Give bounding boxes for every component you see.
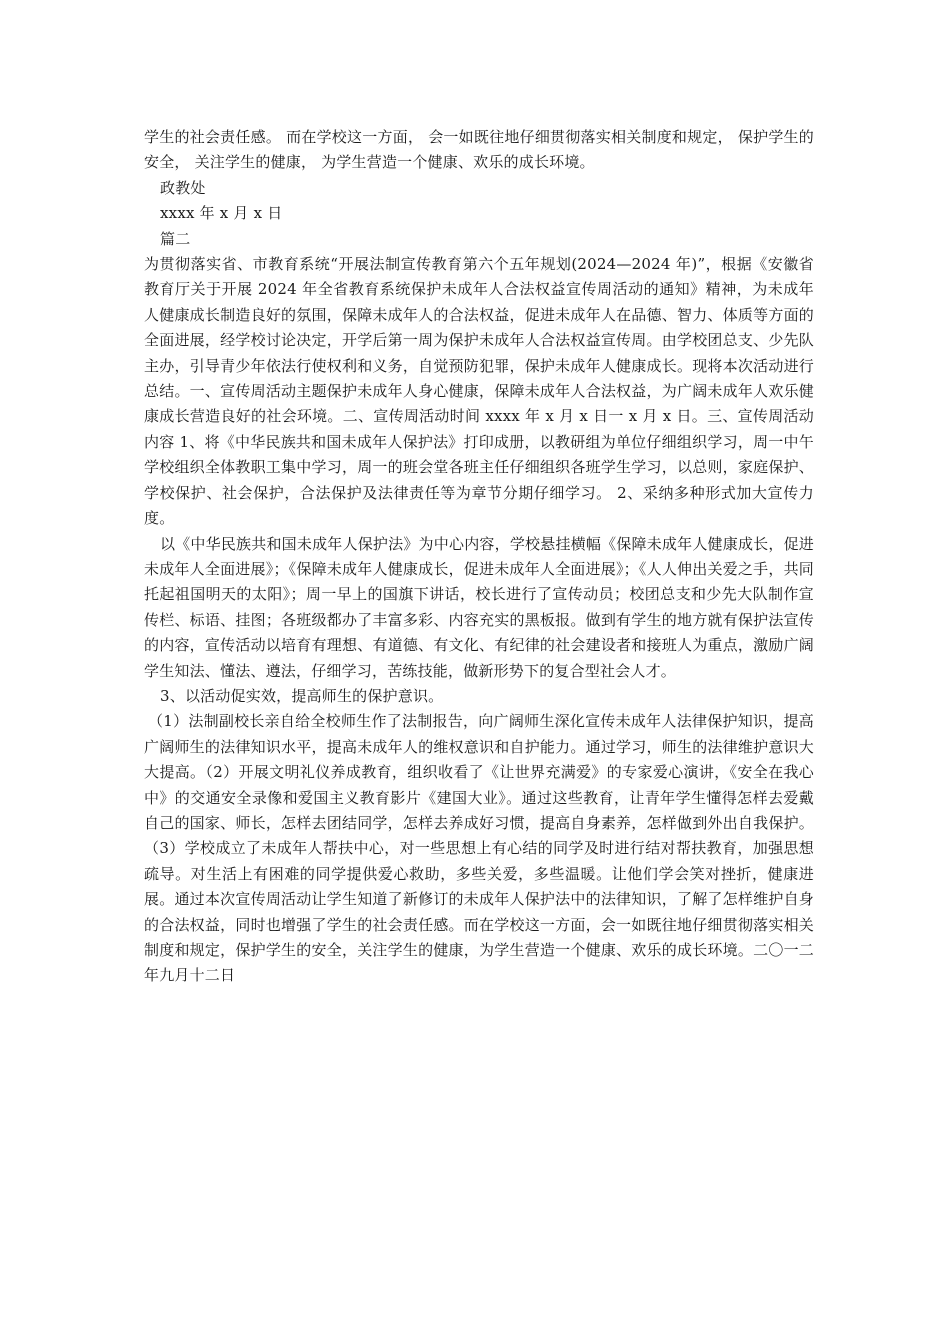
paragraph-subheading-activities: 3、以活动促实效，提高师生的保护意识。 — [160, 686, 444, 705]
signature-office: 政教处 — [160, 178, 206, 197]
paragraph-activities-detail: （1）法制副校长亲自给全校师生作了法制报告，向广阔师生深化宣传未成年人法律保护知识，提高广阔师生的法律知识水平，提高未成年人的维权意识和自护能力。通过学习，师生的法律维护意识大大提高。（2）开展文明礼仪养成教育，组织收看了《让世界充满爱》的专家爱心演讲，《安全在我心中》的交通安全录像和爱国主义教育影片《建国大业》。通过这些教育，让青年学生懂得怎样去爱戴自己的国家、师长，怎样去团结同学，怎样去养成好习惯，提高自身素养，怎样做到外出自我保护。（3）学校成立了未成年人帮扶中心，对一些思想上有心结的同学及时进行结对帮扶教育，加强思想疏导。对生活上有困难的同学提供爱心救助，多些关爱，多些温暖。让他们学会笑对挫折，健康进展。通过本次宣传周活动让学生知道了新修订的未成年人保护法中的法律知识，了解了怎样维护自身的合法权益，同时也增强了学生的社会责任感。而在学校这一方面，会一如既往地仔细贯彻落实相关制度和规定，保护学生的安全，关注学生的健康，为学生营造一个健康、欢乐的成长环境。二〇一二年九月十二日 — [144, 712, 814, 985]
document-page — [144, 125, 814, 989]
paragraph-closing-continuation: 学生的社会责任感。 而在学校这一方面， 会一如既往地仔细贯彻落实相关制度和规定， 保护学生的安全， 关注学生的健康， 为学生营造一个健康、欢乐的成长环境。 — [144, 128, 814, 172]
paragraph-publicity-content: 以《中华民族共和国未成年人保护法》为中心内容，学校悬挂横幅《保障未成年人健康成长，促进未成年人全面进展》；《保障未成年人健康成长，促进未成年人全面进展》；《人人伸出关爱之手，共同托起祖国明天的太阳》；周一早上的国旗下讲话，校长进行了宣传动员；校团总支和少先大队制作宣传栏、标语、挂图；各班级都办了丰富多彩、内容充实的黑板报。做到有学生的地方就有保护法宣传的内容，宣传活动以培育有理想、有道德、有文化、有纪律的社会建设者和接班人为重点，激励广阔学生知法、懂法、遵法，仔细学习，苦练技能，做新形势下的复合型社会人才。 — [144, 534, 814, 680]
signature-date: xxxx 年 x 月 x 日 — [160, 204, 283, 223]
paragraph-introduction: 为贯彻落实省、市教育系统“开展法制宣传教育第六个五年规划(2024—2024 年)”，根据《安徽省教育厅关于开展 2024 年全省教育系统保护未成年人合法权益宣传周活动的通知》精神，为未成年人健康成长制造良好的氛围，保障未成年人的合法权益，促进未成年人在品德、智力、体质等方面的全面进展，经学校讨论决定，开学后第一周为保护未成年人合法权益宣传周。由学校团总支、少先队主办，引导青少年依法行使权利和义务，自觉预防犯罪，保护未成年人健康成长。现将本次活动进行总结。一、宣传周活动主题保护未成年人身心健康，保障未成年人合法权益，为广阔未成年人欢乐健康成长营造良好的社会环境。二、宣传周活动时间 xxxx 年 x 月 x 日一 x 月 x 日。三、宣传周活动内容 1、将《中华民族共和国未成年人保护法》打印成册，以教研组为单位仔细组织学习，周一中午学校组织全体教职工集中学习，周一的班会堂各班主任仔细组织各班学生学习，以总则，家庭保护、学校保护、社会保护，合法保护及法律责任等为章节分期仔细学习。 2、采纳多种形式加大宣传力度。 — [144, 255, 814, 528]
section-heading-part-two: 篇二 — [160, 229, 191, 248]
